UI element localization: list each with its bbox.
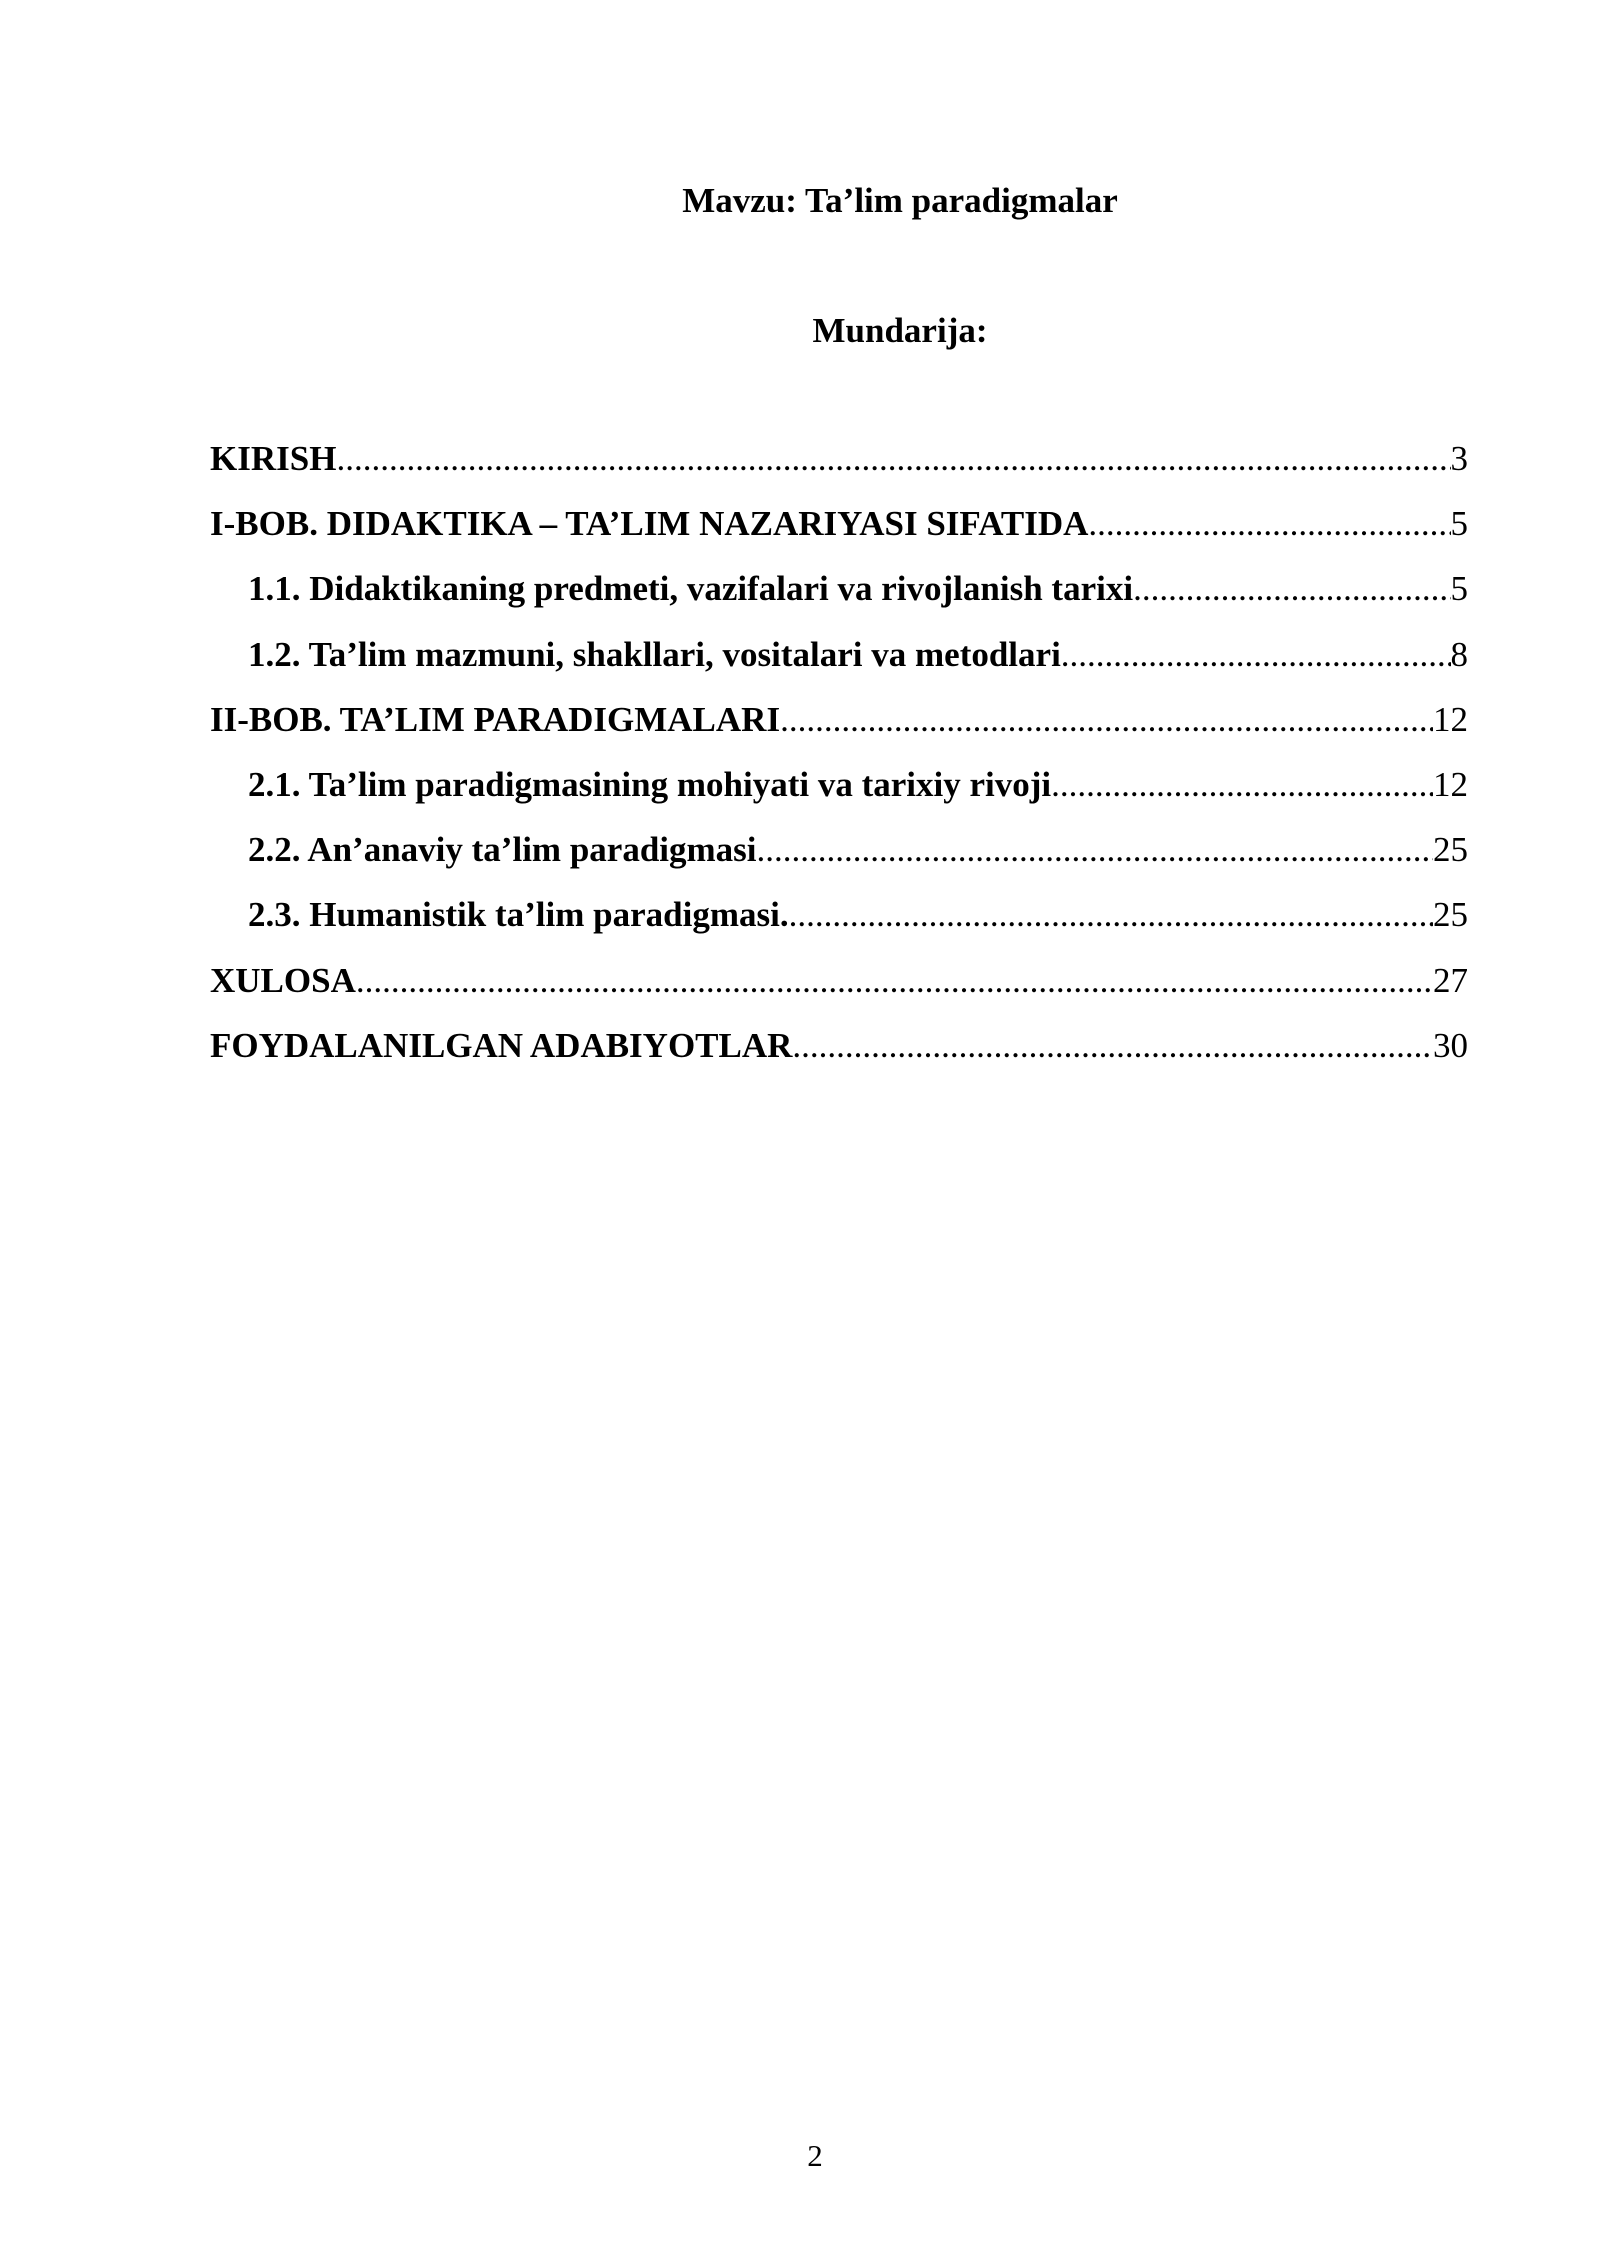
toc-entry-page: 5 <box>1450 569 1468 609</box>
toc-subentry[interactable] <box>210 564 1468 629</box>
toc-entry-page: 25 <box>1433 895 1468 935</box>
toc-entry-page: 30 <box>1433 1025 1468 1065</box>
document-topic: Mavzu: Ta’lim paradigmalar <box>682 181 1118 220</box>
toc-entry[interactable] <box>210 1021 1468 1086</box>
toc-leader-dots <box>789 890 1433 940</box>
toc-leader-dots <box>1061 630 1451 680</box>
page-number: 2 <box>807 2138 823 2173</box>
toc-leader-dots <box>792 1021 1433 1071</box>
toc-entry-page: 12 <box>1433 764 1468 804</box>
toc-leader-dots <box>1088 499 1450 549</box>
toc-entry-title: XULOSA <box>210 960 356 1000</box>
toc-leader-dots <box>1133 564 1450 614</box>
toc-entry[interactable] <box>210 499 1468 564</box>
toc-entry-page: 27 <box>1433 960 1468 1000</box>
toc-leader-dots <box>757 825 1433 875</box>
toc-subentry[interactable] <box>210 760 1468 825</box>
toc-heading: Mundarija: <box>812 311 988 350</box>
toc-entry-title: 1.1. Didaktikaning predmeti, vazifalari va rivojlanish tarixi <box>248 569 1134 609</box>
toc-entry-title: FOYDALANILGAN ADABIYOTLAR <box>210 1025 793 1065</box>
toc-subentry[interactable] <box>210 630 1468 695</box>
toc-entry-page: 5 <box>1450 504 1468 544</box>
toc-leader-dots <box>336 434 1450 484</box>
toc-entry-page: 12 <box>1433 699 1468 739</box>
toc-subentry[interactable] <box>210 825 1468 890</box>
toc-leader-dots <box>356 956 1433 1006</box>
toc-leader-dots <box>780 695 1433 745</box>
toc-entry-title: 2.2. An’anaviy ta’lim paradigmasi <box>248 830 757 870</box>
toc-entry-title: 1.2. Ta’lim mazmuni, shakllari, vositalari va metodlari <box>248 634 1061 674</box>
toc-entry-title: KIRISH <box>210 439 337 478</box>
toc-entry-title: I-BOB. DIDAKTIKA – TA’LIM NAZARIYASI SIFATIDA <box>210 504 1089 544</box>
toc-entry-page: 3 <box>1450 439 1468 478</box>
toc-leader-dots <box>1051 760 1433 810</box>
toc-entry-title: II-BOB. TA’LIM PARADIGMALARI <box>210 699 781 739</box>
table-of-contents <box>210 434 1468 1086</box>
toc-entry-page: 25 <box>1433 830 1468 870</box>
toc-entry[interactable] <box>210 956 1468 1021</box>
toc-entry-page: 8 <box>1450 634 1468 674</box>
toc-entry[interactable] <box>210 695 1468 760</box>
toc-entry-title: 2.1. Ta’lim paradigmasining mohiyati va tarixiy rivoji <box>248 764 1052 804</box>
toc-entry-title: 2.3. Humanistik ta’lim paradigmasi. <box>248 895 789 935</box>
toc-entry[interactable] <box>210 434 1468 499</box>
toc-subentry[interactable] <box>210 890 1468 955</box>
